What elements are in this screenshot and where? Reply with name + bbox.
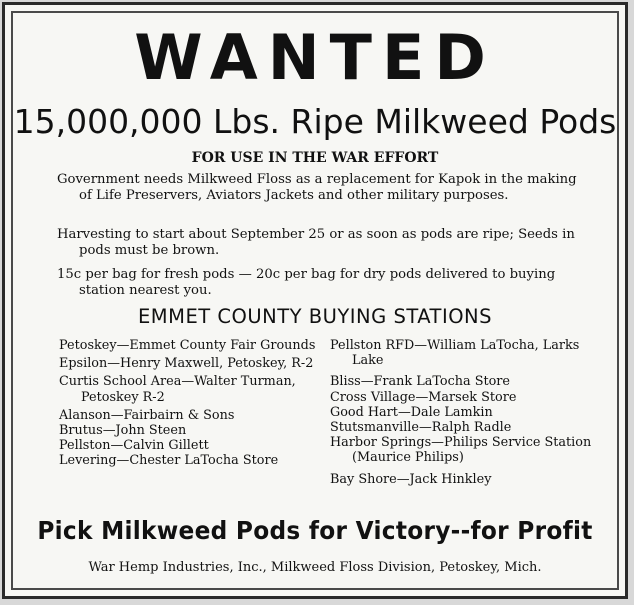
paragraph-need [57,172,587,204]
station-entry: Bliss—Frank LaTocha Store [330,374,510,390]
stations-left-column [59,338,319,469]
station-entry: Pellston—Calvin Gillett [59,438,209,454]
station-entry: Levering—Chester LaTocha Store [59,453,279,469]
purpose-line: FOR USE IN THE WAR EFFORT [191,150,439,166]
footer-sponsor: War Hemp Industries, Inc., Milkweed Floss Division, Petoskey, Mich. [88,560,542,575]
headline: WANTED [134,21,496,94]
station-entry: Cross Village—Marsek Store [330,389,517,405]
station-entry: Good Hart—Dale Lamkin [330,404,493,420]
paragraph-harvest [57,227,587,259]
paragraph-text: 15c per bag for fresh pods — 20c per bag for dry pods delivered to buying station nearest you. [57,267,556,298]
station-entry: Bay Shore—Jack Hinkley [330,471,492,487]
inner-border [11,11,619,590]
stations-right-column [330,338,600,487]
station-entry: Alanson—Fairbairn & Sons [59,407,235,423]
station-entry: Epsilon—Henry Maxwell, Petoskey, R-2 [59,356,314,372]
station-entry: Brutus—John Steen [59,423,187,439]
station-entry: Stutsmanville—Ralph Radle [330,420,512,436]
paragraph-price [57,267,587,299]
paragraph-text: Government needs Milkweed Floss as a replacement for Kapok in the making of Life Preservers, Aviators Jackets and other military purposes. [57,172,577,203]
station-entry: Petoskey—Emmet County Fair Grounds [59,338,316,353]
station-entry: Pellston RFD—William LaTocha, Larks Lake [330,338,580,369]
slogan: Pick Milkweed Pods for Victory--for Profit [37,516,593,545]
paragraph-text: Harvesting to start about September 25 or as soon as pods are ripe; Seeds in pods must be brown. [57,227,575,258]
stations-heading: EMMET COUNTY BUYING STATIONS [137,305,493,328]
station-entry: Curtis School Area—Walter Turman, Petoskey R-2 [59,374,296,405]
subheadline: 15,000,000 Lbs. Ripe Milkweed Pods [13,102,617,141]
station-entry: Harbor Springs—Philips Service Station (Maurice Philips) [330,435,592,466]
advertisement-frame [2,2,628,599]
